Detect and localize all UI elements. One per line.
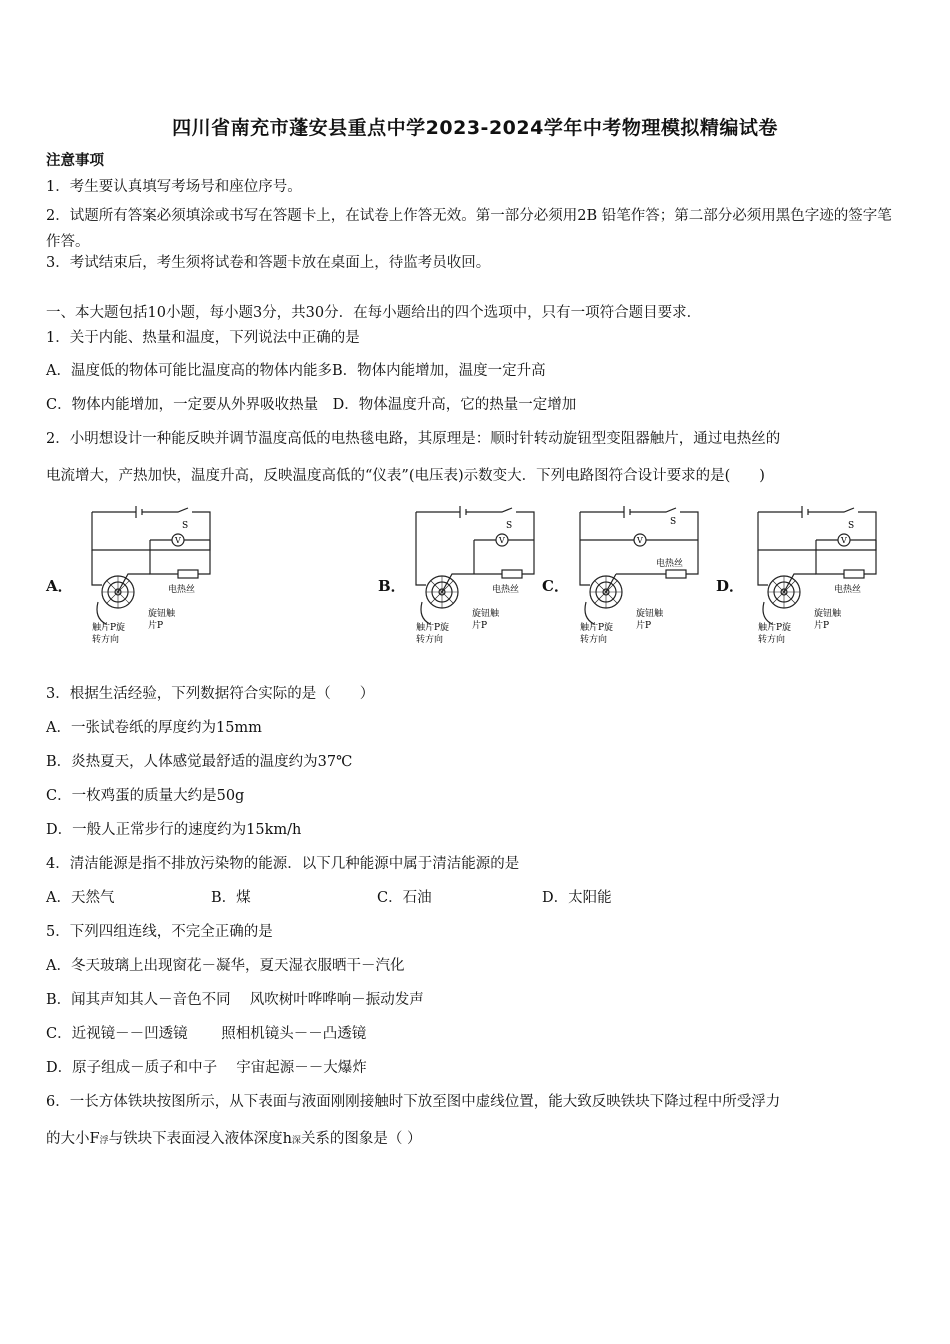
knob-label-2: 片P — [472, 621, 488, 631]
direction-label-2: 转方向 — [92, 635, 120, 645]
q1-options-row2: C．物体内能增加，一定要从外界吸收热量 D．物体温度升高，它的热量一定增加 — [46, 397, 577, 413]
q3-option-a: A．一张试卷纸的厚度约为15mm — [46, 720, 262, 736]
q5-option-c: C．近视镜－－凹透镜 照相机镜头－－凸透镜 — [46, 1026, 367, 1042]
voltmeter-label: V — [499, 536, 505, 545]
circuit-diagram-b — [412, 500, 542, 650]
q3-option-d: D．一般人正常步行的速度约为15km/h — [46, 822, 302, 838]
knob-label: 旋钮触 — [148, 609, 176, 619]
circuit-diagram-d — [754, 500, 884, 650]
direction-label-2: 转方向 — [758, 635, 786, 645]
direction-label: 触片P旋 — [416, 623, 450, 633]
q6-text-a: 的大小F — [46, 1131, 100, 1147]
voltmeter-label: V — [637, 536, 643, 545]
direction-label: 触片P旋 — [580, 623, 614, 633]
q6-text-c: 关系的图象是（ ） — [300, 1131, 422, 1147]
knob-label: 旋钮触 — [636, 609, 664, 619]
q1-stem: 1．关于内能、热量和温度，下列说法中正确的是 — [46, 330, 360, 346]
q2-stem-line2: 电流增大，产热加快，温度升高，反映温度高低的“仪表”(电压表)示数变大．下列电路图符合设计要求的是( ) — [46, 468, 765, 484]
notice-item-1: 1．考生要认真填写考场号和座位序号。 — [46, 179, 302, 195]
voltmeter-label: V — [175, 536, 181, 545]
knob-label-2: 片P — [148, 621, 164, 631]
circuit-diagram-a — [88, 500, 218, 650]
q5-option-b: B．闻其声知其人－音色不同 风吹树叶哗哗响－振动发声 — [46, 992, 424, 1008]
switch-label: S — [506, 521, 513, 531]
knob-label-2: 片P — [636, 621, 652, 631]
heater-label: 电热丝 — [492, 585, 520, 595]
q2-option-b-label: B． — [378, 577, 406, 595]
q2-stem-line1: 2．小明想设计一种能反映并调节温度高低的电热毯电路，其原理是：顺时针转动旋钮型变阻器触片，通过电热丝的 — [46, 431, 781, 447]
section-heading: 一、本大题包括10小题，每小题3分，共30分．在每小题给出的四个选项中，只有一项符合题目要求． — [46, 305, 702, 321]
q4-stem: 4．清洁能源是指不排放污染物的能源．以下几种能源中属于清洁能源的是 — [46, 856, 520, 872]
q2-option-a-label: A． — [46, 577, 73, 595]
q5-option-d: D．原子组成－质子和中子 宇宙起源－－大爆炸 — [46, 1060, 367, 1076]
q4-option-a: A．天然气 — [46, 890, 115, 906]
q6-stem-line2 — [46, 1129, 422, 1151]
direction-label: 触片P旋 — [92, 623, 126, 633]
q4-option-d: D．太阳能 — [542, 890, 612, 906]
q4-option-c: C．石油 — [377, 890, 432, 906]
notice-item-3: 3．考试结束后，考生须将试卷和答题卡放在桌面上，待监考员收回。 — [46, 255, 491, 271]
direction-label: 触片P旋 — [758, 623, 792, 633]
heater-label: 电热丝 — [834, 585, 862, 595]
direction-label-2: 转方向 — [416, 635, 444, 645]
notice-item-2: 2．试题所有答案必须填涂或书写在答题卡上，在试卷上作答无效。第一部分必须用2B 铅笔作答；第二部分必须用黑色字迹的签字笔作答。 — [46, 208, 892, 250]
q1-options-row1: A．温度低的物体可能比温度高的物体内能多B．物体内能增加，温度一定升高 — [46, 363, 546, 379]
q6-subscript-buoyancy: 浮 — [99, 1136, 109, 1146]
q3-option-c: C．一枚鸡蛋的质量大约是50g — [46, 788, 245, 804]
q4-option-b: B．煤 — [211, 890, 251, 906]
exam-title: 四川省南充市蓬安县重点中学2023-2024学年中考物理模拟精编试卷 — [172, 117, 778, 139]
q6-text-b: 与铁块下表面浸入液体深度h — [108, 1131, 292, 1147]
switch-label: S — [182, 521, 189, 531]
q5-option-a: A．冬天玻璃上出现窗花－凝华，夏天湿衣服晒干－汽化 — [46, 958, 405, 974]
switch-label: S — [848, 521, 855, 531]
q6-stem-line1: 6．一长方体铁块按图所示，从下表面与液面刚刚接触时下放至图中虚线位置，能大致反映铁块下降过程中所受浮力 — [46, 1094, 781, 1110]
q2-option-c-label: C． — [542, 577, 569, 595]
knob-label-2: 片P — [814, 621, 830, 631]
q6-subscript-depth: 深 — [291, 1136, 301, 1146]
direction-label-2: 转方向 — [580, 635, 608, 645]
circuit-diagram-c — [576, 500, 706, 650]
q3-stem: 3．根据生活经验，下列数据符合实际的是（ ） — [46, 686, 375, 702]
notice-heading: 注意事项 — [46, 152, 104, 169]
heater-label: 电热丝 — [656, 559, 684, 569]
switch-label: S — [670, 517, 677, 527]
voltmeter-label: V — [841, 536, 847, 545]
q2-option-d-label: D． — [716, 577, 745, 595]
q3-option-b: B．炎热夏天，人体感觉最舒适的温度约为37℃ — [46, 754, 353, 770]
knob-label: 旋钮触 — [472, 609, 500, 619]
knob-label: 旋钮触 — [814, 609, 842, 619]
heater-label: 电热丝 — [168, 585, 196, 595]
q5-stem: 5．下列四组连线，不完全正确的是 — [46, 924, 273, 940]
